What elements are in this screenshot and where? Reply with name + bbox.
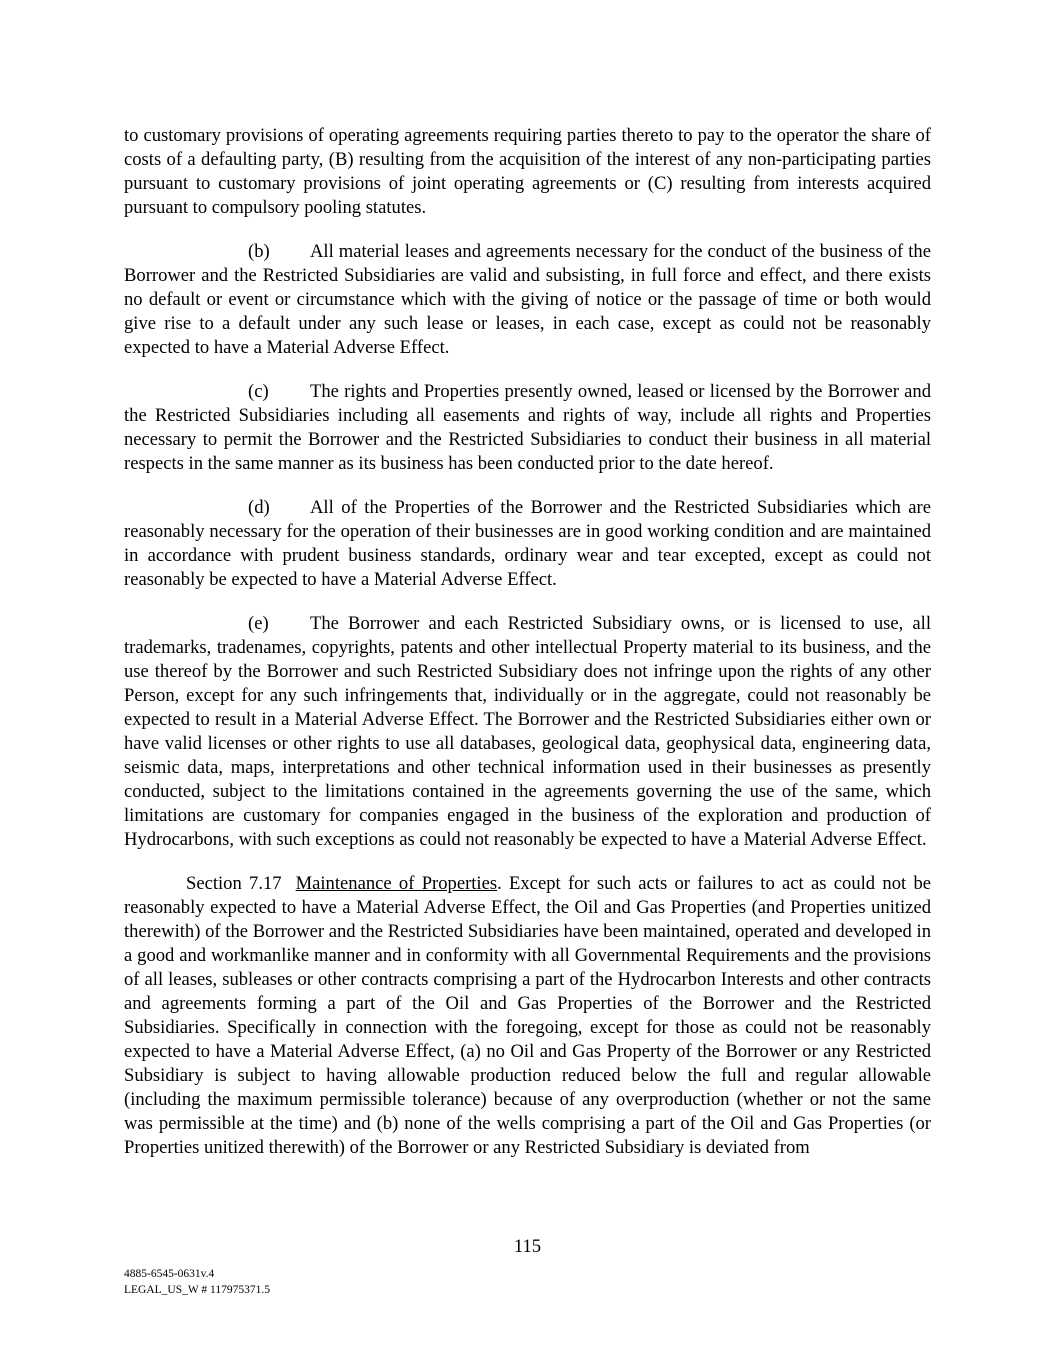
paragraph-label-b: (b) (248, 241, 270, 262)
paragraph-text-d: All of the Properties of the Borrower and the Restricted Subsidiaries which are reasonably necessary for the operation of their businesses are in good working condition and are maintained in accordance with prudent business standards, ordinary wear and tear excepted, except as could not reasonably be expected to have a Material Adverse Effect. (124, 497, 931, 590)
document-page (124, 124, 931, 1160)
paragraph-text-c: The rights and Properties presently owned, leased or licensed by the Borrower and the Restricted Subsidiaries including all easements and rights of way, include all rights and Properties necessary to permit the Borrower and the Restricted Subsidiaries to conduct their business in all material respects in the same manner as its business has been conducted prior to the date hereof. (124, 381, 931, 474)
footer (124, 1266, 270, 1298)
paragraph-label-d: (d) (248, 497, 270, 518)
section-number: Section 7.17 (186, 873, 282, 894)
paragraph-b (124, 240, 931, 360)
page-number: 115 (513, 1236, 542, 1257)
section-text: . Except for such acts or failures to act as could not be reasonably expected to have a Material Adverse Effect, the Oil and Gas Properties (and Properties unitized therewith) of the Borrower and the Restricted Subsidiaries have been maintained, operated and developed in a good and workmanlike manner and in conformity with all Governmental Requirements and the provisions of all leases, subleases or other contracts comprising a part of the Hydrocarbon Interests and other contracts and agreements forming a part of the Oil and Gas Properties of the Borrower and the Restricted Subsidiaries. Specifically in connection with the foregoing, except for those as could not be reasonably expected to have a Material Adverse Effect, (a) no Oil and Gas Property of the Borrower or any Restricted Subsidiary is subject to having allowable production reduced below the full and regular allowable (including the maximum permissible tolerance) because of any overproduction (whether or not the same was permissible at the time) and (b) none of the wells comprising a part of the Oil and Gas Properties (or Properties unitized therewith) of the Borrower or any Restricted Subsidiary is deviated from (124, 873, 931, 1158)
paragraph-label-e: (e) (248, 613, 269, 634)
paragraph-e (124, 612, 931, 852)
paragraph-d (124, 496, 931, 592)
paragraph-label-c: (c) (248, 381, 269, 402)
section-heading: Maintenance of Properties (295, 873, 498, 894)
paragraph-text-b: All material leases and agreements necessary for the conduct of the business of the Borrower and the Restricted Subsidiaries are valid and subsisting, in full force and effect, and there exists no default or event or circumstance which with the giving of notice or the passage of time or both would give rise to a default under any such lease or leases, in each case, except as could not be reasonably expected to have a Material Adverse Effect. (124, 241, 931, 358)
continuation-paragraph: to customary provisions of operating agreements requiring parties thereto to pay to the operator the share of costs of a defaulting party, (B) resulting from the acquisition of the interest of any non-participating parties pursuant to customary provisions of joint operating agreements or (C) resulting from interests acquired pursuant to compulsory pooling statutes. (124, 125, 931, 218)
paragraph-text-e: The Borrower and each Restricted Subsidiary owns, or is licensed to use, all trademarks, tradenames, copyrights, patents and other intellectual Property material to its business, and the use thereof by the Borrower and such Restricted Subsidiary does not infringe upon the rights of any other Person, except for any such infringements that, individually or in the aggregate, could not reasonably be expected to result in a Material Adverse Effect. The Borrower and the Restricted Subsidiaries either own or have valid licenses or other rights to use all databases, geological data, geophysical data, engineering data, seismic data, maps, interpretations and other technical information used in their businesses as presently conducted, subject to the limitations contained in the agreements governing the use of the same, which limitations are customary for companies engaged in the business of the exploration and production of Hydrocarbons, with such exceptions as could not reasonably be expected to have a Material Adverse Effect. (124, 613, 931, 850)
footer-legal-id: LEGAL_US_W # 117975371.5 (124, 1284, 270, 1296)
section-7-17-paragraph (124, 872, 931, 1160)
footer-doc-id: 4885-6545-0631v.4 (124, 1268, 215, 1280)
paragraph-c (124, 380, 931, 476)
